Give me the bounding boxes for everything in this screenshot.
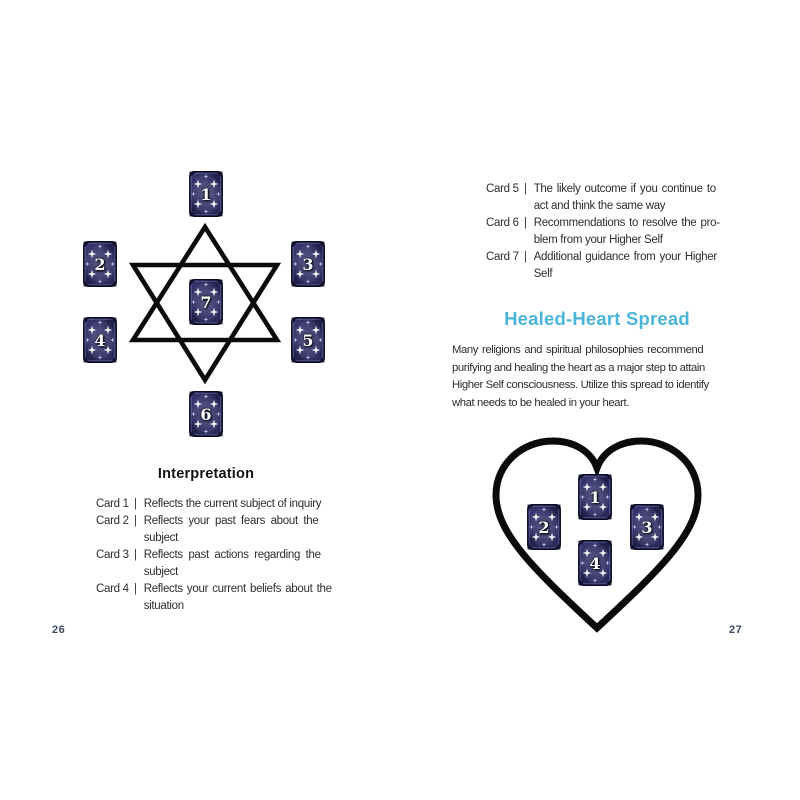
tarot-card-2	[83, 241, 117, 287]
heart-card-4	[578, 540, 612, 586]
card-entry-label: Card 3	[96, 549, 129, 561]
entry-line: Reflects your past fears about the	[143, 515, 319, 527]
card-entry-1	[96, 496, 358, 513]
card-entry-2	[96, 513, 358, 547]
top-card-list	[486, 181, 740, 283]
card-entry-4	[96, 581, 358, 615]
entry-separator: |	[524, 217, 527, 229]
tarot-card-5	[291, 317, 325, 363]
card-entry-3	[96, 547, 358, 581]
card-entry-description	[534, 181, 740, 215]
paragraph-line: Higher Self consciousness. Utilize this spread to identify	[452, 379, 709, 391]
card-entry-description	[534, 215, 740, 249]
entry-separator: |	[134, 498, 137, 510]
card-number: 7	[200, 292, 212, 312]
entry-separator: |	[134, 549, 137, 561]
card-entry-6	[486, 215, 740, 249]
entry-line: Reflects the current subject of inquiry	[143, 498, 322, 510]
card-number: 2	[538, 517, 550, 537]
entry-line: subject	[143, 566, 179, 578]
heart-card-3	[630, 504, 664, 550]
heart-card-2	[527, 504, 561, 550]
card-number: 5	[302, 330, 314, 350]
card-entry-label: Card 6	[486, 217, 519, 229]
entry-separator: |	[524, 251, 527, 263]
heart-card-1	[578, 474, 612, 520]
entry-line: Recommendations to resolve the pro-	[533, 217, 720, 229]
paragraph-line: what needs to be healed in your heart.	[452, 396, 629, 409]
card-entry-7	[486, 249, 740, 283]
entry-line: act and think the same way	[533, 200, 666, 212]
card-number: 6	[200, 404, 212, 424]
card-entry-description	[144, 496, 358, 513]
paragraph-line: Many religions and spiritual philosophies recommend	[452, 344, 704, 356]
card-number: 4	[94, 330, 106, 350]
card-entry-description	[144, 581, 358, 615]
section-paragraph	[452, 342, 742, 412]
entry-line: Self	[533, 268, 553, 280]
card-number: 3	[302, 254, 314, 274]
page-number-left: 26	[52, 624, 66, 636]
tarot-card-3	[291, 241, 325, 287]
entry-separator: |	[134, 583, 137, 595]
tarot-card-1	[189, 171, 223, 217]
card-number: 1	[200, 184, 212, 204]
entry-line: Reflects your current beliefs about the	[143, 583, 332, 595]
paragraph-line: purifying and healing the heart as a major step to attain	[452, 361, 705, 374]
entry-line: blem from your Higher Self	[533, 234, 663, 246]
card-entry-5	[486, 181, 740, 215]
heart-outline-shape	[489, 434, 705, 636]
card-number: 2	[94, 254, 106, 274]
section-heading: Healed-Heart Spread	[504, 308, 690, 329]
tarot-card-6	[189, 391, 223, 437]
card-number: 3	[641, 517, 653, 537]
card-number: 1	[589, 487, 601, 507]
entry-line: Reflects past actions regarding the	[143, 549, 321, 561]
card-entry-description	[534, 249, 740, 283]
card-entry-label: Card 1	[96, 498, 129, 510]
interpretation-list	[96, 496, 358, 615]
entry-separator: |	[134, 515, 137, 527]
tarot-card-7	[189, 279, 223, 325]
card-entry-label: Card 5	[486, 183, 519, 195]
page-number-right: 27	[729, 624, 743, 636]
card-number: 4	[589, 553, 601, 573]
interpretation-title: Interpretation	[157, 466, 255, 482]
entry-separator: |	[524, 183, 527, 195]
card-entry-description	[144, 547, 358, 581]
tarot-card-4	[83, 317, 117, 363]
card-entry-label: Card 4	[96, 583, 129, 595]
entry-line: The likely outcome if you continue to	[533, 183, 716, 195]
entry-line: subject	[143, 532, 179, 544]
entry-line: Additional guidance from your Higher	[533, 251, 717, 263]
card-entry-label: Card 7	[486, 251, 519, 263]
card-entry-label: Card 2	[96, 515, 129, 527]
entry-line: situation	[143, 600, 184, 612]
card-entry-description	[144, 513, 358, 547]
